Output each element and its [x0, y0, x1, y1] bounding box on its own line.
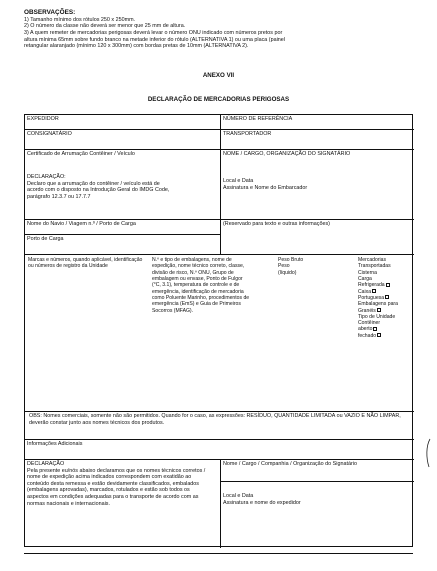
additional-info-field[interactable]: [25, 439, 414, 459]
place-date2-field[interactable]: [220, 481, 414, 548]
observations-title: OBSERVAÇÕES:: [24, 9, 76, 16]
place-date2-label: Local e Data: [223, 493, 254, 499]
reference-label: NÚMERO DE REFERÊNCIA: [223, 116, 293, 122]
margin-bracket-mark: [424, 438, 432, 468]
obs-label: OBS:: [29, 413, 42, 419]
ship-name-label: Nome do Navio / Viagem n.º / Porto de Carga: [27, 221, 136, 227]
option-label: Tipo de Unidade: [358, 313, 396, 320]
observation-line: altura mínima 65mm sobre fundo branco na metade inferior do rótulo (ALTERNATIVA 1) ou uma placa (painel: [24, 36, 285, 43]
option-label: Refrigerada: [358, 282, 385, 289]
checkbox[interactable]: [377, 333, 381, 337]
shipper-field[interactable]: [25, 115, 220, 129]
option-label: Embalagens para Granéis: [358, 301, 398, 314]
consignee-field[interactable]: [25, 129, 220, 149]
marks-numbers-column: Marcas e números, quando aplicável, identificação ou números de registro da Unidade: [28, 257, 143, 270]
port-label: Porto de Carga: [27, 236, 64, 242]
container-certificate-label: Certificado de Arrumação Contêiner / Veículo: [27, 151, 135, 157]
annex-title: ANEXO VII: [202, 72, 235, 79]
declaration2-field: [25, 459, 220, 548]
observation-line: 3) A quem remeter de mercadorias perigosas deverá levar o número ONU indicado com números pretos por: [24, 30, 283, 36]
signature2-label: Assinatura e nome do expedidor: [223, 499, 301, 506]
gross-weight-column: Peso Bruto Peso (líquido): [278, 257, 304, 276]
option-embalagens[interactable]: [358, 301, 410, 314]
ship-name-field[interactable]: [25, 219, 220, 234]
checkbox[interactable]: [377, 308, 381, 312]
option-label: fechado: [358, 332, 377, 339]
option-label: Carga: [358, 275, 372, 282]
reserved-label: (Reservado para texto e outras informações): [223, 221, 330, 227]
checkbox[interactable]: [385, 295, 389, 299]
signatory-label: NOME / CARGO, ORGANIZAÇÃO DO SIGNATÁRIO: [223, 151, 351, 157]
shipper-label: EXPEDIDOR: [27, 116, 59, 122]
obs-note: [27, 413, 412, 426]
reserved-field[interactable]: [220, 219, 414, 254]
packages-description-column: N.º e tipo de embalagens, nome de expedição, nome técnico correto, classe, divisão de risco, N.º ONU, Grupo de embalagem ou envase, Ponto de Fulgor (°C, 3.1), temperatura de controle e de emergência, identificação de mercadoria como Poluente Marinho, procedimentos de emergência (EmS) e Guia de Primeiros Socorros (MFAG).: [152, 257, 250, 314]
container-certificate-field[interactable]: [25, 149, 220, 173]
transport-units-column: [358, 257, 410, 339]
consignee-label: CONSIGNATÁRIO: [27, 131, 72, 137]
obs-section: [25, 411, 414, 439]
option-label: Portuguesa: [358, 294, 385, 301]
option-label: aberto: [358, 326, 373, 333]
observation-line: retangular alaranjado (mínimo 120 x 300mm) com bordas pretas de 10mm (ALTERNATIVA 2).: [24, 43, 249, 50]
port-field[interactable]: [25, 234, 220, 254]
declaration2-text: Pela presente eu/nós abaixo declaramos que os nomes técnicos corretos / nome de expedição acima indicados correspondem com exatidão ao conteúdo desta remessa e estão devidamente classificados, embalados (embalagens aprovadas), marcados, rotulados e estão sob todos os aspectos em condições adequadas para o transporte de acordo com as normas nacionais e internacionais.: [27, 467, 206, 507]
option-label: Contêiner: [358, 320, 381, 327]
observation-line: 2) O número da classe não deverá ser menor que 25 mm de altura.: [24, 23, 186, 30]
option-fechado[interactable]: [358, 333, 410, 339]
obs-text: Nomes comerciais, somente não são permitidos. Quando for o caso, as expressões: RESÍDUO, QUANTIDADE LIMITADA ou VAZIO E NÃO LIMPAR, deverão constar junto aos nomes técnicos dos produtos.: [29, 413, 401, 426]
dangerous-goods-form: [24, 114, 413, 547]
declaration-field: [25, 173, 220, 219]
reference-field[interactable]: [220, 115, 414, 129]
place-date-field[interactable]: [220, 173, 414, 219]
option-label: Cisterna: [358, 269, 377, 276]
declaration-title: DECLARAÇÃO DE MERCADORIAS PERIGOSAS: [147, 96, 290, 103]
signature-label: Assinatura e Nome do Embarcador: [223, 184, 308, 191]
declaration-heading: DECLARAÇÃO:: [27, 174, 66, 180]
transport-units-title: Mercadorias Transportadas: [358, 257, 391, 270]
signatory2-field[interactable]: [220, 459, 414, 481]
declaration-text: Declaro que a arrumação do contêiner / veículo está de acordo com o disposto na Introdução Geral do IMDG Code, parágrafo 12.3.7 ou 17.7.7: [27, 180, 170, 200]
checkbox[interactable]: [372, 289, 376, 293]
checkbox[interactable]: [386, 283, 390, 287]
bottom-rule: [24, 553, 413, 554]
observations-block: [24, 9, 414, 50]
checkbox[interactable]: [373, 327, 377, 331]
carrier-field[interactable]: [220, 129, 414, 149]
signatory2-label: Nome / Cargo / Companhia / Organização do Signatário: [223, 461, 357, 467]
place-date-label: Local e Data: [223, 178, 254, 184]
observation-line: 1) Tamanho mínimo dos rótulos 250 x 250mm.: [24, 16, 136, 23]
declaration2-heading: DECLARAÇÃO: [27, 461, 65, 467]
additional-info-label: Informações Adicionais: [27, 441, 83, 447]
carrier-label: TRANSPORTADOR: [223, 131, 272, 137]
signatory-field[interactable]: [220, 149, 414, 173]
option-label: Caixa: [358, 288, 372, 295]
